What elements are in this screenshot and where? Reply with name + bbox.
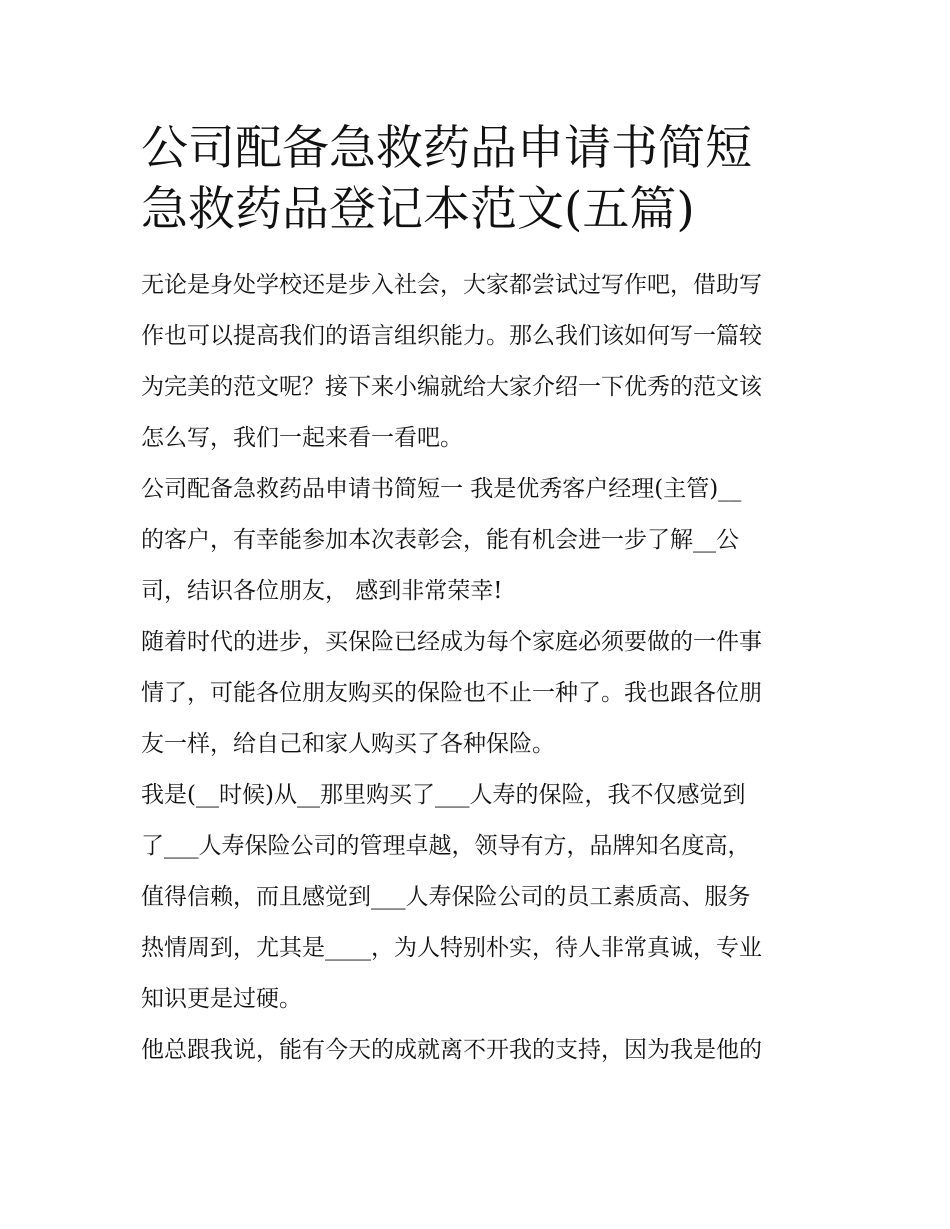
text-line: 怎么写，我们一起来看一看吧。	[141, 425, 463, 451]
title-line: 公司配备急救药品申请书简短	[141, 121, 752, 176]
document-title	[141, 118, 813, 240]
text-line: 司，结识各位朋友， 感到非常荣幸!	[141, 578, 503, 604]
text-line: 作也可以提高我们的语言组织能力。那么我们该如何写一篇较	[141, 323, 762, 349]
paragraph-insurance-progress	[141, 617, 813, 770]
text-line: 为完美的范文呢？接下来小编就给大家介绍一下优秀的范文该	[141, 374, 762, 400]
text-line: 友一样，给自己和家人购买了各种保险。	[141, 731, 555, 757]
title-line: 急救药品登记本范文(五篇)	[141, 182, 695, 237]
text-line: 热情周到，尤其是____，为人特别朴实，待人非常真诚，专业	[141, 935, 762, 961]
paragraph-section-one	[141, 464, 813, 617]
text-line: 情了，可能各位朋友购买的保险也不止一种了。我也跟各位朋	[141, 680, 762, 706]
text-line: 我是(__时候)从__那里购买了___人寿的保险，我不仅感觉到	[141, 782, 746, 808]
document-content	[141, 118, 813, 1076]
text-line: 知识更是过硬。	[141, 986, 302, 1012]
paragraph-insurance-purchase	[141, 770, 813, 1025]
paragraph-intro	[141, 260, 813, 464]
text-line: 公司配备急救药品申请书简短一 我是优秀客户经理(主管)__	[141, 476, 742, 502]
text-line: 了___人寿保险公司的管理卓越，领导有方，品牌知名度高，	[141, 833, 751, 859]
text-line: 他总跟我说，能有今天的成就离不开我的支持，因为我是他的	[141, 1037, 762, 1063]
paragraph-support	[141, 1025, 813, 1076]
text-line: 无论是身处学校还是步入社会，大家都尝试过写作吧，借助写	[141, 272, 762, 298]
document-body	[141, 260, 813, 1076]
text-line: 随着时代的进步，买保险已经成为每个家庭必须要做的一件事	[141, 629, 762, 655]
text-line: 值得信赖，而且感觉到___人寿保险公司的员工素质高、服务	[141, 884, 751, 910]
text-line: 的客户，有幸能参加本次表彰会，能有机会进一步了解__公	[141, 527, 739, 553]
